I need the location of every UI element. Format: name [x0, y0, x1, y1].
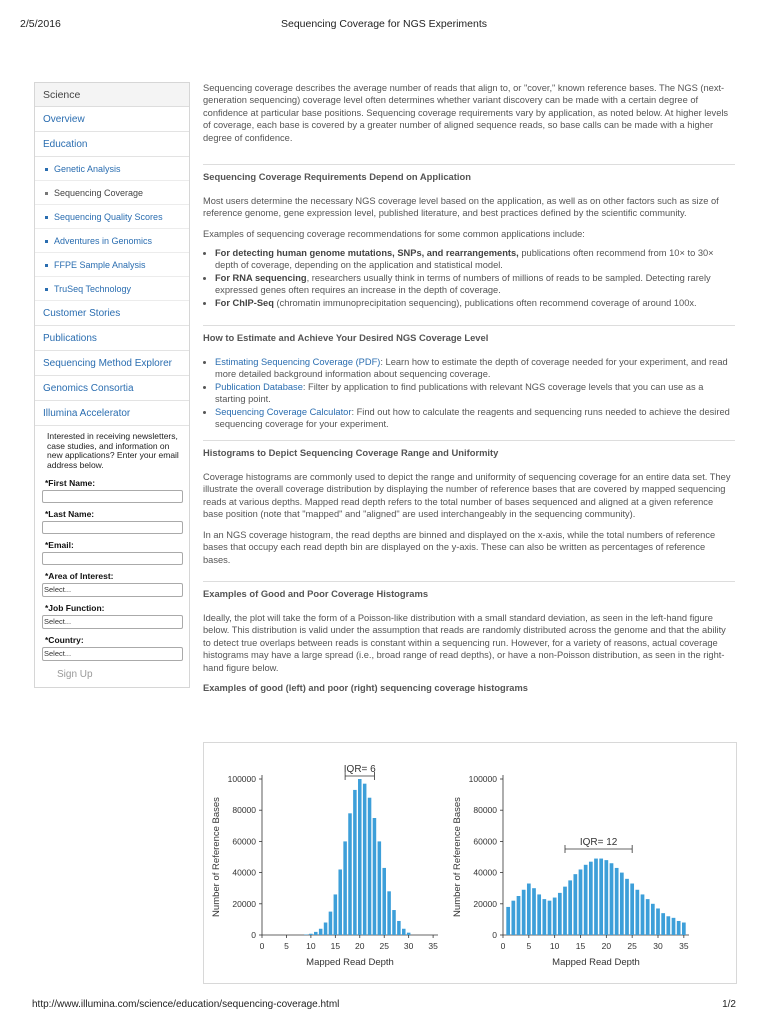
histogram-bar [397, 921, 401, 935]
histogram-bar [558, 893, 562, 935]
histograms-paragraph-2: In an NGS coverage histogram, the read depths are binned and displayed on the x-axis, while the total numbers of reference bases that occupy each read depth bin are displayed on the y-axis. These can also be written as percentages of reference bases. [203, 530, 716, 565]
x-tick-label: 20 [601, 941, 612, 951]
job-function-select[interactable]: Select... [42, 615, 183, 629]
histogram-bar [314, 932, 318, 935]
histogram-bar [630, 884, 634, 935]
print-header [20, 18, 748, 32]
histogram-bar [651, 904, 655, 935]
list-item-bold: For ChIP-Seq [215, 297, 274, 308]
country-label: *Country: [45, 635, 84, 646]
y-axis-label: Number of Reference Bases [452, 797, 463, 917]
histogram-bar [666, 916, 670, 935]
list-item [215, 297, 735, 309]
bullet-icon [45, 192, 48, 195]
bullet-icon [45, 240, 48, 243]
sidebar [34, 82, 190, 688]
resource-list [203, 356, 735, 434]
histogram-bar [615, 868, 619, 935]
histogram-bar [517, 896, 521, 935]
section-heading-examples: Examples of Good and Poor Coverage Histograms [203, 581, 735, 608]
intro-paragraph: Sequencing coverage describes the average number of reads that align to, or "cover," known reference bases. The NGS (next-generation sequencing) coverage level often determines whether variant discovery can be made with a certain degree of confidence at particular base positions. Sequencing coverage requirements vary by application, as noted below. At higher levels of coverage, each base is covered by a greater number of aligned sequence reads, so base calls can be made with a higher degree of confidence. [203, 83, 729, 143]
histogram-bar [677, 921, 681, 935]
print-date: 2/5/2016 [20, 18, 61, 30]
sidebar-subitem-ffpe[interactable] [35, 253, 189, 277]
y-tick-label: 40000 [232, 867, 256, 878]
histogram-bar [353, 790, 357, 935]
bullet-icon [45, 288, 48, 291]
y-tick-label: 40000 [473, 867, 497, 878]
histogram-bar [304, 935, 308, 936]
histogram-bar [343, 841, 347, 935]
histogram-bar [599, 859, 603, 935]
y-tick-label: 20000 [473, 898, 497, 909]
list-item [215, 247, 735, 272]
y-tick-label: 20000 [232, 898, 256, 909]
list-item-text: : Filter by application to find publications with relevant NGS coverage levels that you can use as a starting point. [215, 381, 704, 405]
histogram-bar [373, 818, 377, 935]
section-heading-requirements: Sequencing Coverage Requirements Depend on Application [203, 164, 735, 191]
histogram-bar [548, 901, 552, 935]
histogram-bar [527, 884, 531, 935]
iqr-annotation: IQR= 12 [579, 837, 618, 848]
histogram-bar [511, 901, 515, 935]
coverage-calculator-link[interactable]: Sequencing Coverage Calculator [215, 406, 352, 417]
list-item-text: , researchers usually think in terms of numbers of millions of reads to be sampled. Detecting rarely expressed genes often requires an increase in the depth of coverage. [215, 272, 711, 296]
x-tick-label: 5 [526, 941, 532, 951]
histogram-bar [635, 890, 639, 935]
x-tick-label: 5 [284, 941, 289, 951]
x-tick-label: 35 [679, 941, 689, 951]
histogram-bar [522, 890, 526, 935]
histogram-bar [382, 868, 386, 935]
bullet-icon [45, 264, 48, 267]
x-tick-label: 25 [627, 941, 637, 951]
application-list [203, 247, 735, 311]
print-url: http://www.illumina.com/science/education/sequencing-coverage.html [32, 999, 340, 1010]
histogram-bar [579, 869, 583, 935]
newsletter-signup-form [35, 426, 189, 682]
list-item-text: : Learn how to estimate the depth of coverage needed for your experiment, and read more detailed background information about sequencing coverage. [215, 357, 728, 380]
histogram-bar [573, 874, 577, 935]
histogram-bar [348, 813, 352, 935]
histogram-bar [387, 891, 391, 935]
bullet-icon [45, 168, 48, 171]
histogram-bar [363, 784, 367, 935]
histogram-bar [542, 899, 546, 935]
x-tick-label: 0 [500, 941, 506, 951]
histogram-bar [568, 880, 572, 935]
histogram-bar [309, 934, 313, 935]
x-tick-label: 10 [549, 941, 560, 951]
country-select[interactable]: Select... [42, 647, 183, 661]
histograms-paragraph-1: Coverage histograms are commonly used to depict the range and uniformity of sequencing coverage for an entire data set. They illustrate the overall coverage distribution by displaying the number of reference bases that are covered by mapped sequencing reads at various depths. Mapped read depth refers to the total number of bases sequenced and aligned at a given reference base position (note that "mapped" and "aligned" are used interchangeably in the sequencing community). [203, 472, 731, 520]
histogram-bar [319, 929, 323, 935]
requirements-paragraph: Most users determine the necessary NGS coverage level based on the application, as well as on other factors such as size of reference genome, gene expression level, published literature, and best practices defined by the scientific community. [203, 196, 719, 219]
histogram-bar [537, 894, 541, 935]
histogram-bar [532, 888, 536, 935]
histogram-bar [620, 873, 624, 935]
first-name-field[interactable] [42, 490, 183, 503]
sidebar-subitem-label: Sequencing Quality Scores [54, 212, 163, 222]
print-page-number: 1/2 [722, 999, 736, 1010]
x-tick-label: 20 [355, 941, 365, 951]
y-tick-label: 0 [492, 930, 497, 940]
sidebar-subitem-truseq[interactable] [35, 277, 189, 301]
sidebar-subitem-label: Sequencing Coverage [54, 188, 144, 198]
histogram-bar [407, 933, 411, 935]
examples-paragraph: Ideally, the plot will take the form of a Poisson-like distribution with a small standard deviation, as seen in the left-hand figure below. This distribution is valid under the assumption that reads are randomly distributed across the genome and that the ability to detect true overlaps between reads is constant within a sequencing run. However, for a variety of reasons, actual coverage histograms may have a large spread (i.e., broad range of read depths), or have a non-Poisson distribution, as seen in the right-hand figure below. [203, 613, 726, 673]
sidebar-item-genomics-consortia[interactable]: Genomics Consortia [35, 376, 189, 401]
histogram-bar [682, 923, 686, 935]
histogram-bar [506, 907, 510, 935]
sidebar-subitem-adventures[interactable] [35, 229, 189, 253]
list-item-bold: For RNA sequencing [215, 272, 307, 283]
bullet-icon [45, 216, 48, 219]
histogram-bar [378, 841, 382, 935]
histogram-bar [661, 913, 665, 935]
section-heading-histograms: Histograms to Depict Sequencing Coverage Range and Uniformity [203, 440, 735, 467]
sidebar-subitem-label: Adventures in Genomics [54, 236, 153, 246]
print-title: Sequencing Coverage for NGS Experiments [280, 18, 488, 30]
x-tick-label: 15 [575, 941, 586, 951]
x-tick-label: 25 [379, 941, 389, 951]
list-item-bold: For detecting human genome mutations, SNPs, and rearrangements, [215, 248, 519, 258]
area-of-interest-label: *Area of Interest: [45, 571, 114, 582]
sidebar-subitem-genetic-analysis[interactable] [35, 157, 189, 181]
x-axis-label: Mapped Read Depth [552, 957, 640, 968]
histogram-bar [334, 894, 338, 935]
histogram-bar [338, 869, 342, 935]
sidebar-subitem-label: TruSeq Technology [54, 284, 132, 294]
last-name-label: *Last Name: [45, 509, 95, 520]
estimating-coverage-link[interactable]: Estimating Sequencing Coverage (PDF) [215, 357, 381, 367]
histogram-bar [646, 899, 650, 935]
y-tick-label: 80000 [473, 805, 497, 816]
histogram-bar [656, 908, 660, 935]
email-field[interactable] [42, 552, 183, 565]
list-item [215, 356, 735, 381]
sidebar-subitem-label: FFPE Sample Analysis [54, 260, 146, 270]
histogram-bar [604, 860, 608, 935]
x-tick-label: 15 [330, 941, 341, 951]
histogram-bar [392, 910, 396, 935]
sidebar-item-publications[interactable]: Publications [35, 326, 189, 351]
sidebar-item-overview[interactable]: Overview [35, 107, 189, 132]
y-tick-label: 100000 [468, 774, 497, 784]
signup-intro: Interested in receiving newsletters, case studies, and information on new applications? Enter your email address below. [47, 431, 179, 470]
histogram-bar [368, 798, 372, 935]
sign-up-button[interactable]: Sign Up [57, 669, 93, 681]
y-tick-label: 80000 [232, 805, 256, 816]
y-tick-label: 60000 [473, 836, 497, 847]
x-axis-label: Mapped Read Depth [306, 957, 394, 968]
x-tick-label: 30 [403, 941, 414, 951]
histogram-bar [589, 862, 593, 935]
sidebar-subitem-quality-scores[interactable] [35, 205, 189, 229]
last-name-field[interactable] [42, 521, 183, 534]
sidebar-item-method-explorer[interactable]: Sequencing Method Explorer [35, 351, 189, 376]
histogram-figure [203, 742, 737, 984]
list-item [215, 406, 735, 431]
sidebar-subitem-sequencing-coverage[interactable] [35, 181, 189, 205]
main-content [203, 82, 735, 694]
list-item-text: publications often recommend from 10× to 30× depth of coverage, depending on the application and statistical model. [215, 248, 714, 271]
list-item [215, 272, 735, 297]
histogram-bar [358, 779, 362, 935]
list-item-text: (chromatin immunoprecipitation sequencing), publications often recommend coverage of around 100x. [273, 297, 697, 308]
sidebar-item-illumina-accelerator[interactable]: Illumina Accelerator [35, 401, 189, 426]
histogram-bar [672, 918, 676, 935]
y-tick-label: 60000 [232, 836, 256, 847]
histogram-bar [610, 863, 614, 935]
sidebar-heading: Science [35, 83, 189, 107]
section-heading-estimate: How to Estimate and Achieve Your Desired NGS Coverage Level [203, 325, 735, 352]
histogram-bar [329, 912, 333, 935]
histogram-bar [584, 865, 588, 935]
histogram-bar [625, 879, 629, 935]
y-axis-label: Number of Reference Bases [211, 797, 222, 917]
sidebar-item-education[interactable]: Education [35, 132, 189, 157]
figure-title: Examples of good (left) and poor (right) sequencing coverage histograms [203, 683, 528, 693]
sidebar-subitem-label: Genetic Analysis [54, 164, 121, 174]
histogram-bar [553, 898, 557, 935]
job-function-label: *Job Function: [45, 603, 105, 614]
histogram-bar [563, 887, 567, 935]
email-label: *Email: [45, 540, 74, 551]
sidebar-item-customer-stories[interactable]: Customer Stories [35, 301, 189, 326]
first-name-label: *First Name: [45, 478, 96, 489]
publication-database-link[interactable]: Publication Database [215, 381, 303, 392]
y-tick-label: 0 [251, 930, 256, 940]
iqr-annotation: IQR= 6 [343, 764, 376, 775]
x-tick-label: 0 [259, 941, 265, 951]
requirements-examples-intro: Examples of sequencing coverage recommendations for some common applications include: [203, 229, 585, 239]
histogram-bar [402, 929, 406, 935]
x-tick-label: 35 [428, 941, 438, 951]
histogram-bar [641, 894, 645, 935]
list-item-text: : Find out how to calculate the reagents and sequencing runs needed to achieve the desired sequencing coverage for your experiment. [215, 406, 730, 430]
histogram-bar [324, 923, 328, 935]
y-tick-label: 100000 [227, 774, 256, 784]
x-tick-label: 30 [653, 941, 663, 951]
x-tick-label: 10 [306, 941, 316, 951]
histogram-bar [594, 859, 598, 935]
list-item [215, 381, 735, 406]
histogram-charts [204, 743, 736, 983]
area-of-interest-select[interactable]: Select... [42, 583, 183, 597]
